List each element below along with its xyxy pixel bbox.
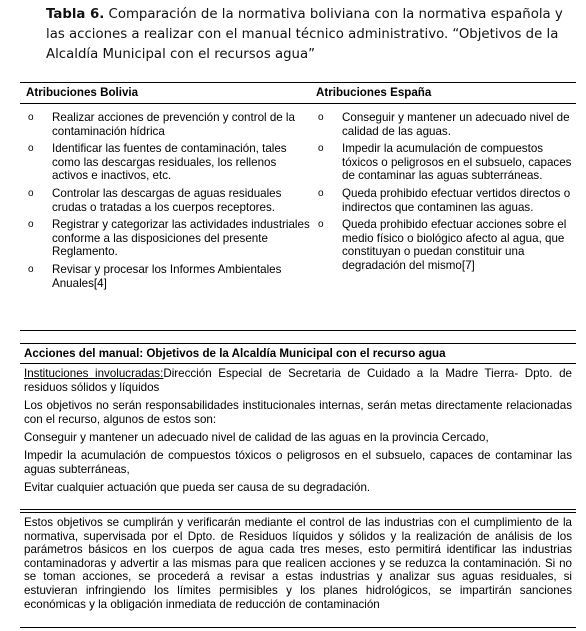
bullet-icon: o: [28, 219, 34, 231]
bullet-icon: o: [28, 263, 34, 275]
espana-list: [318, 111, 574, 277]
list-item: [318, 142, 574, 183]
list-item: [318, 187, 574, 214]
actions-body: [24, 367, 572, 499]
bolivia-item-text: Identificar las fuentes de contaminación, tales como las descargas residuales, los rellenos activos e inactivos, etc.: [52, 142, 287, 183]
comparison-table: [20, 82, 576, 331]
institutions-text: Dirección Especial de Secretaria de Cuidado a la Madre Tierra- Dpto. de residuos sólidos y líquidos: [24, 367, 572, 394]
actions-paragraph: Impedir la acumulación de compuestos tóxicos o peligrosos en el subsuelo, capaces de contaminar las aguas subterráneas,: [24, 449, 572, 476]
bolivia-item-text: Registrar y categorizar las actividades industriales conforme a las disposiciones del presente Reglamento.: [52, 218, 310, 259]
institutions-line: [24, 367, 572, 395]
actions-paragraph: Evitar cualquier actuación que pueda ser causa de su degradación.: [24, 481, 371, 494]
espana-column-header: Atribuciones España: [316, 86, 432, 99]
list-item: [318, 218, 574, 272]
list-item: [28, 142, 312, 183]
bolivia-column-header: Atribuciones Bolivia: [26, 86, 139, 99]
bullet-icon: o: [28, 112, 34, 123]
bolivia-list: [28, 111, 312, 294]
espana-item-text: Conseguir y mantener un adecuado nivel de calidad de las aguas.: [342, 111, 570, 138]
espana-item-text: Queda prohibido efectuar vertidos directos o indirectos que contaminen las aguas.: [342, 186, 571, 214]
list-item: [318, 111, 574, 138]
espana-item-text: Impedir la acumulación de compuestos tóxicos o peligrosos en el subsuelo, capaces de contaminar las aguas subterráneas.: [342, 142, 572, 183]
comparison-header-row: [20, 83, 576, 104]
bullet-icon: o: [318, 187, 324, 199]
bolivia-item-text: Controlar las descargas de aguas residuales crudas o tratadas a los cuerpos receptores.: [52, 186, 282, 214]
list-item: [28, 111, 312, 138]
list-item: [28, 218, 312, 259]
list-item: [28, 263, 312, 290]
bullet-icon: o: [28, 187, 34, 199]
actions-paragraph: Los objetivos no serán responsabilidades institucionales internas, serán metas directamente relacionadas con el recurso, algunos de estos son:: [24, 399, 572, 426]
caption-text: Comparación de la normativa boliviana con la normativa española y las acciones a realizar con el manual técnico administrativo. “Objetivos de la Alcaldía Municipal con el recursos agua”: [46, 7, 563, 62]
verification-text: Estos objetivos se cumplirán y verificarán mediante el control de las industrias con el cumplimiento de la normativa, supervisada por el Dpto. de Residuos líquidos y sólidos y la realización de análisis de los parámetros básicos en los cuerpos de agua cada tres meses, esto permitirá identificar las industrias contaminadoras y advertir a las mismas para que realicen acciones y se reduzca la contaminación. Si no se toman acciones, se procederá a revisar a estas industrias y analizar sus aguas residuales, si estuvieran infringiendo los límites permisibles y los planes hidrológicos, se impartirán sanciones económicas y la obligación inmediata de reducción de contaminación: [24, 516, 572, 611]
verification-section: [20, 512, 576, 628]
bullet-icon: o: [318, 112, 324, 123]
table-caption: [46, 5, 576, 65]
actions-header: Acciones del manual: Objetivos de la Alcaldía Municipal con el recurso agua: [20, 344, 576, 364]
bolivia-item-text: Realizar acciones de prevención y control de la contaminación hídrica: [52, 111, 295, 138]
actions-paragraph: Conseguir y mantener un adecuado nivel de calidad de las aguas en la provincia Cercado,: [24, 431, 489, 444]
actions-section: [20, 343, 576, 510]
bolivia-item-text: Revisar y procesar los Informes Ambientales Anuales[4]: [52, 262, 282, 290]
bullet-icon: o: [28, 143, 34, 155]
institutions-label: Instituciones involucradas:: [24, 367, 164, 380]
list-item: [28, 187, 312, 214]
bullet-icon: o: [318, 219, 324, 231]
bullet-icon: o: [318, 143, 324, 155]
espana-item-text: Queda prohibido efectuar acciones sobre el medio físico o biológico afecto al agua, que constituyan o puedan constituir una degradación del mismo[7]: [342, 218, 567, 272]
table-label: Tabla 6.: [46, 7, 105, 22]
